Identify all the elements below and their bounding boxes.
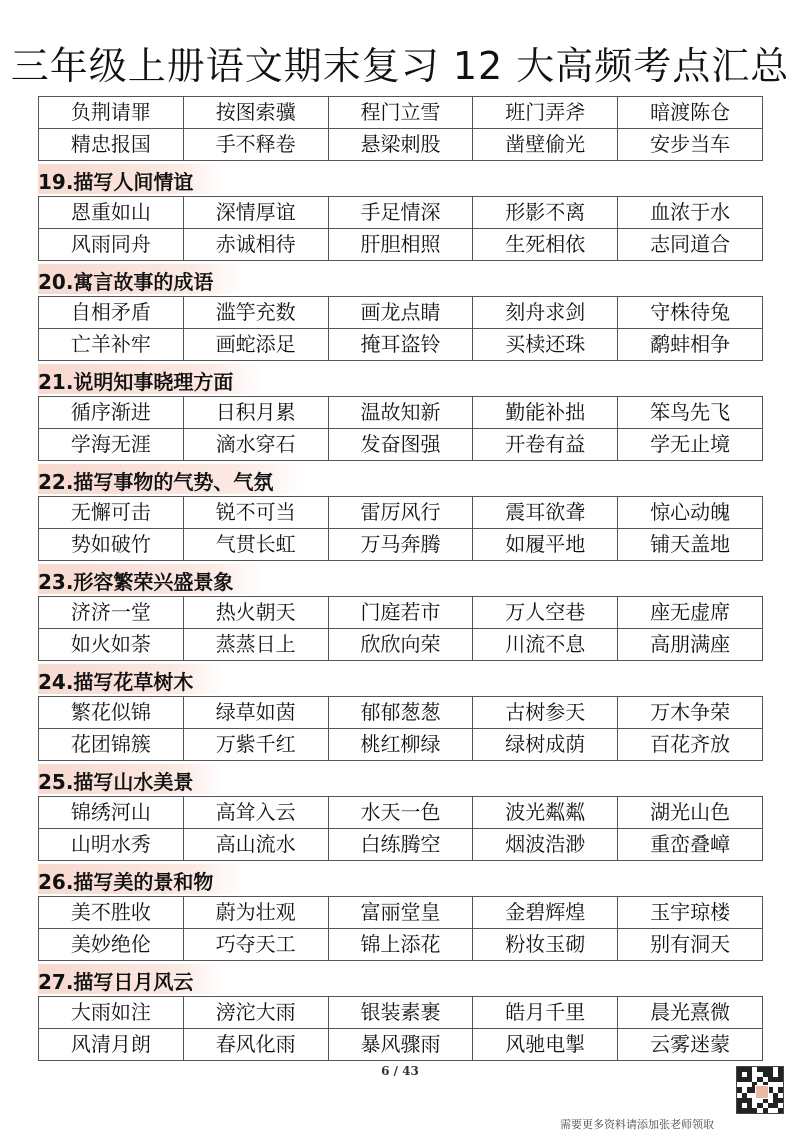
idiom-cell: 美不胜收 <box>39 897 184 929</box>
idiom-cell: 重峦叠嶂 <box>618 829 763 861</box>
idiom-cell: 温故知新 <box>328 397 473 429</box>
idiom-cell: 锦绣河山 <box>39 797 184 829</box>
idiom-cell: 肝胆相照 <box>328 229 473 261</box>
idiom-cell: 烟波浩渺 <box>473 829 618 861</box>
idiom-cell: 巧夺天工 <box>183 929 328 961</box>
idiom-cell: 赤诚相待 <box>183 229 328 261</box>
idiom-cell: 繁花似锦 <box>39 697 184 729</box>
idiom-cell: 买椟还珠 <box>473 329 618 361</box>
section-highlight <box>38 664 223 694</box>
idiom-cell: 志同道合 <box>618 229 763 261</box>
idiom-cell: 绿草如茵 <box>183 697 328 729</box>
idiom-cell: 滂沱大雨 <box>183 997 328 1029</box>
section-highlight <box>38 164 223 194</box>
table-row <box>39 829 763 861</box>
idiom-cell: 湖光山色 <box>618 797 763 829</box>
qr-avatar-icon <box>755 1085 769 1099</box>
idiom-cell: 高耸入云 <box>183 797 328 829</box>
section-highlight <box>38 364 263 394</box>
table-row <box>39 729 763 761</box>
idiom-cell: 郁郁葱葱 <box>328 697 473 729</box>
section-title: 22.描写事物的气势、气氛 <box>38 470 274 494</box>
idiom-cell: 学海无涯 <box>39 429 184 461</box>
idiom-table <box>38 596 763 661</box>
table-row <box>39 929 763 961</box>
idiom-table <box>38 396 763 461</box>
table-row <box>39 329 763 361</box>
idiom-cell: 玉宇琼楼 <box>618 897 763 929</box>
section-highlight <box>38 864 243 894</box>
idiom-cell: 势如破竹 <box>39 529 184 561</box>
idiom-cell: 座无虚席 <box>618 597 763 629</box>
idiom-table <box>38 96 763 161</box>
idiom-cell: 花团锦簇 <box>39 729 184 761</box>
idiom-cell: 云雾迷蒙 <box>618 1029 763 1061</box>
idiom-cell: 别有洞天 <box>618 929 763 961</box>
idiom-cell: 守株待兔 <box>618 297 763 329</box>
section-header <box>38 961 763 996</box>
table-row <box>39 297 763 329</box>
idiom-cell: 精忠报国 <box>39 129 184 161</box>
section-highlight <box>38 764 223 794</box>
idiom-content <box>38 96 763 1061</box>
table-row <box>39 797 763 829</box>
idiom-table <box>38 896 763 961</box>
table-row <box>39 597 763 629</box>
idiom-cell: 水天一色 <box>328 797 473 829</box>
idiom-cell: 雷厉风行 <box>328 497 473 529</box>
table-row <box>39 429 763 461</box>
idiom-cell: 桃红柳绿 <box>328 729 473 761</box>
idiom-cell: 震耳欲聋 <box>473 497 618 529</box>
idiom-cell: 高山流水 <box>183 829 328 861</box>
idiom-cell: 滥竽充数 <box>183 297 328 329</box>
idiom-cell: 鹬蚌相争 <box>618 329 763 361</box>
section-header <box>38 261 763 296</box>
section-header <box>38 461 763 496</box>
idiom-cell: 暗渡陈仓 <box>618 97 763 129</box>
idiom-cell: 万人空巷 <box>473 597 618 629</box>
table-row <box>39 897 763 929</box>
idiom-cell: 绿树成荫 <box>473 729 618 761</box>
table-row <box>39 197 763 229</box>
idiom-table <box>38 796 763 861</box>
idiom-cell: 画蛇添足 <box>183 329 328 361</box>
section-header <box>38 161 763 196</box>
idiom-cell: 铺天盖地 <box>618 529 763 561</box>
idiom-cell: 锐不可当 <box>183 497 328 529</box>
section-header <box>38 361 763 396</box>
idiom-cell: 惊心动魄 <box>618 497 763 529</box>
idiom-cell: 金碧辉煌 <box>473 897 618 929</box>
footer-note: 需要更多资料请添加张老师领取 <box>560 1118 714 1131</box>
idiom-cell: 负荆请罪 <box>39 97 184 129</box>
idiom-cell: 无懈可击 <box>39 497 184 529</box>
section-title: 21.说明知事晓理方面 <box>38 370 234 394</box>
idiom-cell: 滴水穿石 <box>183 429 328 461</box>
idiom-cell: 春风化雨 <box>183 1029 328 1061</box>
idiom-cell: 画龙点睛 <box>328 297 473 329</box>
idiom-cell: 自相矛盾 <box>39 297 184 329</box>
table-row <box>39 1029 763 1061</box>
idiom-cell: 血浓于水 <box>618 197 763 229</box>
table-row <box>39 529 763 561</box>
idiom-cell: 发奋图强 <box>328 429 473 461</box>
section-title: 25.描写山水美景 <box>38 770 194 794</box>
idiom-cell: 班门弄斧 <box>473 97 618 129</box>
idiom-cell: 生死相依 <box>473 229 618 261</box>
section-title: 20.寓言故事的成语 <box>38 270 214 294</box>
idiom-cell: 万紫千红 <box>183 729 328 761</box>
idiom-cell: 掩耳盗铃 <box>328 329 473 361</box>
idiom-cell: 暴风骤雨 <box>328 1029 473 1061</box>
idiom-cell: 学无止境 <box>618 429 763 461</box>
idiom-cell: 万木争荣 <box>618 697 763 729</box>
section-title: 27.描写日月风云 <box>38 970 194 994</box>
table-row <box>39 629 763 661</box>
idiom-cell: 美妙绝伦 <box>39 929 184 961</box>
idiom-cell: 川流不息 <box>473 629 618 661</box>
idiom-cell: 锦上添花 <box>328 929 473 961</box>
idiom-table <box>38 696 763 761</box>
idiom-cell: 高朋满座 <box>618 629 763 661</box>
idiom-cell: 手不释卷 <box>183 129 328 161</box>
section-highlight <box>38 464 303 494</box>
idiom-cell: 按图索骥 <box>183 97 328 129</box>
idiom-table <box>38 196 763 261</box>
section-title: 26.描写美的景和物 <box>38 870 214 894</box>
idiom-cell: 晨光熹微 <box>618 997 763 1029</box>
table-row <box>39 697 763 729</box>
table-row <box>39 397 763 429</box>
table-row <box>39 497 763 529</box>
idiom-cell: 手足情深 <box>328 197 473 229</box>
table-row <box>39 229 763 261</box>
idiom-table <box>38 496 763 561</box>
idiom-cell: 蔚为壮观 <box>183 897 328 929</box>
idiom-cell: 勤能补拙 <box>473 397 618 429</box>
idiom-cell: 亡羊补牢 <box>39 329 184 361</box>
section-header <box>38 561 763 596</box>
idiom-cell: 蒸蒸日上 <box>183 629 328 661</box>
idiom-cell: 白练腾空 <box>328 829 473 861</box>
idiom-cell: 风驰电掣 <box>473 1029 618 1061</box>
idiom-cell: 凿壁偷光 <box>473 129 618 161</box>
page-number: 6 / 43 <box>381 1064 419 1078</box>
idiom-cell: 日积月累 <box>183 397 328 429</box>
idiom-cell: 如火如荼 <box>39 629 184 661</box>
idiom-cell: 开卷有益 <box>473 429 618 461</box>
idiom-cell: 深情厚谊 <box>183 197 328 229</box>
idiom-cell: 安步当车 <box>618 129 763 161</box>
idiom-cell: 大雨如注 <box>39 997 184 1029</box>
idiom-cell: 热火朝天 <box>183 597 328 629</box>
section-highlight <box>38 964 223 994</box>
section-header <box>38 661 763 696</box>
idiom-cell: 波光粼粼 <box>473 797 618 829</box>
idiom-cell: 如履平地 <box>473 529 618 561</box>
idiom-cell: 皓月千里 <box>473 997 618 1029</box>
table-row <box>39 97 763 129</box>
idiom-cell: 富丽堂皇 <box>328 897 473 929</box>
section-header <box>38 861 763 896</box>
section-highlight <box>38 564 263 594</box>
idiom-cell: 百花齐放 <box>618 729 763 761</box>
idiom-cell: 门庭若市 <box>328 597 473 629</box>
idiom-cell: 恩重如山 <box>39 197 184 229</box>
idiom-cell: 粉妆玉砌 <box>473 929 618 961</box>
idiom-table <box>38 996 763 1061</box>
page-title: 三年级上册语文期末复习 12 大高频考点汇总 <box>10 44 790 88</box>
section-title: 19.描写人间情谊 <box>38 170 194 194</box>
idiom-cell: 程门立雪 <box>328 97 473 129</box>
table-row <box>39 997 763 1029</box>
idiom-cell: 刻舟求剑 <box>473 297 618 329</box>
idiom-cell: 万马奔腾 <box>328 529 473 561</box>
idiom-cell: 笨鸟先飞 <box>618 397 763 429</box>
idiom-cell: 济济一堂 <box>39 597 184 629</box>
section-title: 24.描写花草树木 <box>38 670 194 694</box>
idiom-cell: 欣欣向荣 <box>328 629 473 661</box>
idiom-cell: 山明水秀 <box>39 829 184 861</box>
idiom-cell: 形影不离 <box>473 197 618 229</box>
idiom-cell: 古树参天 <box>473 697 618 729</box>
idiom-cell: 风雨同舟 <box>39 229 184 261</box>
section-header <box>38 761 763 796</box>
section-title: 23.形容繁荣兴盛景象 <box>38 570 234 594</box>
section-highlight <box>38 264 243 294</box>
idiom-cell: 银装素裹 <box>328 997 473 1029</box>
idiom-cell: 气贯长虹 <box>183 529 328 561</box>
table-row <box>39 129 763 161</box>
idiom-cell: 风清月朗 <box>39 1029 184 1061</box>
idiom-table <box>38 296 763 361</box>
idiom-cell: 悬梁刺股 <box>328 129 473 161</box>
idiom-cell: 循序渐进 <box>39 397 184 429</box>
